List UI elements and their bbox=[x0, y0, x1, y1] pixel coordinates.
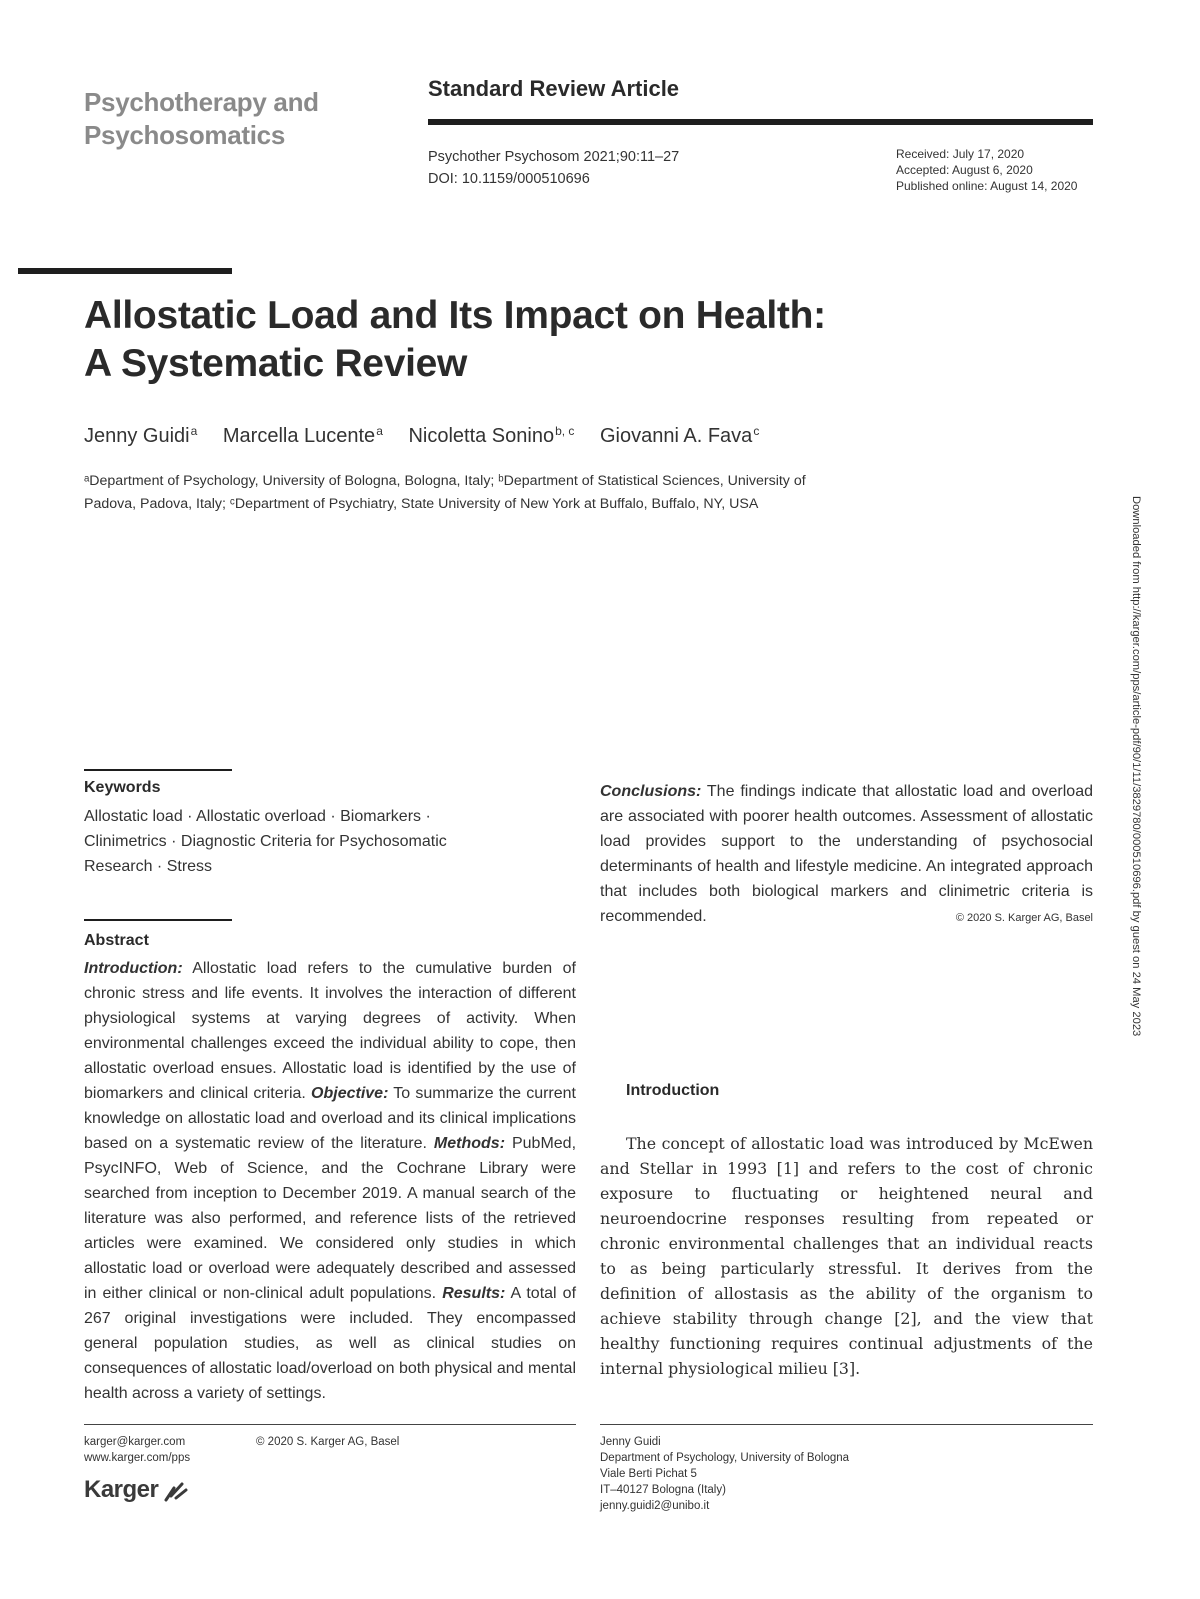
publication-dates bbox=[896, 146, 1077, 194]
abstract-methods-label: Methods: bbox=[433, 1135, 506, 1152]
accepted-date: Accepted: August 6, 2020 bbox=[896, 163, 1033, 177]
abstract-intro-text: Allostatic load refers to the cumulative burden of chronic stress and life events. It involves the interaction of different physiological systems at varying degrees of activity. When environmental challenges exceed the individual ability to cope, then allostatic overload ensues. Allostatic load is identified by the use of biomarkers and clinical criteria. bbox=[84, 960, 576, 1102]
abstract-methods-text: PubMed, PsycINFO, Web of Science, and the Cochrane Library were searched from inception to December 2019. A manual search of the literature was also performed, and reference lists of the retrieved articles were examined. We considered only studies in which allostatic load or overload were adequately described and assessed in either clinical or non-clinical adult populations. bbox=[84, 1135, 577, 1302]
abstract-results-label: Results: bbox=[442, 1285, 506, 1302]
keyword-line: Clinimetrics · Diagnostic Criteria for Psychosomatic bbox=[84, 833, 447, 850]
karger-logo bbox=[84, 1476, 194, 1516]
corr-email[interactable]: jenny.guidi2@unibo.it bbox=[600, 1500, 710, 1512]
publisher-contact bbox=[84, 1434, 190, 1466]
affiliations bbox=[84, 470, 944, 516]
abstract-results-text: A total of 267 original investigations were included. They encompassed general population studies, as well as clinical studies on consequences of allostatic load/overload on both physical and mental health across a variety of settings. bbox=[84, 1285, 577, 1402]
abstract-rule bbox=[84, 919, 232, 921]
abstract-conclusions-label: Conclusions: bbox=[600, 783, 702, 800]
download-watermark-text: Downloaded from http://karger.com/pps/article-pdf/90/1/11/3829780/000510696.pdf by guest on 24 May 2023 bbox=[1130, 496, 1142, 1037]
keyword-line: Allostatic load · Allostatic overload · Biomarkers · bbox=[84, 808, 431, 825]
title-rule bbox=[18, 268, 232, 274]
author: Marcella Lucente$^a$ bbox=[222, 424, 383, 447]
citation-line: Psychother Psychosom 2021;90:11–27 bbox=[428, 149, 680, 165]
abstract-copyright: © 2020 S. Karger AG, Basel bbox=[955, 912, 1093, 924]
publisher-email[interactable]: karger@karger.com bbox=[84, 1436, 186, 1448]
author: Nicoletta Sonino$^{b, c}$ bbox=[408, 424, 575, 447]
article-title bbox=[84, 292, 984, 388]
abstract-conclusions-text: The findings indicate that allostatic load and overload are associated with poorer health outcomes. Assessment of allostatic load provides support to the understanding of psychosocial determinants of health and lifestyle medicine. An integrated approach that includes both biological markers and clinimetric criteria is recommended. bbox=[600, 783, 1093, 925]
keywords-list bbox=[84, 804, 576, 879]
affiliation-line: Padova, Padova, Italy; ᶜDepartment of Psychiatry, State University of New York at Buffalo, Buffalo, NY, USA bbox=[84, 496, 759, 512]
article-type: Standard Review Article bbox=[428, 76, 680, 101]
corr-street: Viale Berti Pichat 5 bbox=[600, 1468, 697, 1480]
abstract-objective-text: To summarize the current knowledge on allostatic load and overload and its clinical implications based on a systematic review of the literature. bbox=[84, 1085, 576, 1152]
received-date: Received: July 17, 2020 bbox=[896, 147, 1025, 161]
published-date: Published online: August 14, 2020 bbox=[896, 179, 1078, 193]
introduction-body: The concept of allostatic load was introduced by McEwen and Stellar in 1993 [1] and refers to the cost of chronic exposure to fluctuating or heightened neural and neuroendocrine responses resulting from repeated or chronic environmental challenges that an individual reacts to as being particularly stressful. It derives from the definition of allostasis as the ability of the organism to achieve stability through change [2], and the view that healthy functioning requires continual adjustments of the internal physiological milieu [3]. bbox=[600, 1134, 1093, 1378]
abstract-heading: Abstract bbox=[84, 932, 149, 949]
journal-name bbox=[84, 86, 384, 152]
corr-city: IT–40127 Bologna (Italy) bbox=[600, 1484, 726, 1496]
citation bbox=[428, 146, 679, 190]
abstract-intro-label: Introduction: bbox=[84, 960, 183, 977]
doi-link[interactable]: DOI: 10.1159/000510696 bbox=[428, 171, 590, 187]
author: Jenny Guidi$^a$ bbox=[84, 424, 198, 447]
corr-department: Department of Psychology, University of Bologna bbox=[600, 1452, 850, 1464]
footer-rule-left bbox=[84, 1424, 576, 1425]
download-watermark bbox=[1128, 496, 1142, 1076]
abstract-body-right bbox=[600, 779, 1093, 931]
karger-logo-text: Karger bbox=[84, 1476, 159, 1503]
keywords-rule bbox=[84, 769, 232, 771]
karger-logo-mark bbox=[162, 1478, 188, 1504]
title-line: A Systematic Review bbox=[84, 342, 468, 385]
keywords-heading: Keywords bbox=[84, 779, 161, 796]
publisher-website[interactable]: www.karger.com/pps bbox=[84, 1452, 191, 1464]
keyword-line: Research · Stress bbox=[84, 858, 213, 875]
corr-name: Jenny Guidi bbox=[600, 1436, 661, 1448]
introduction-heading: Introduction bbox=[626, 1082, 720, 1099]
abstract-objective-label: Objective: bbox=[311, 1085, 389, 1102]
affiliation-line: ᵃDepartment of Psychology, University of Bologna, Bologna, Italy; ᵇDepartment of Statistical Sciences, University of bbox=[84, 473, 806, 489]
footer-copyright: © 2020 S. Karger AG, Basel bbox=[256, 1436, 400, 1448]
footer-rule-right bbox=[600, 1424, 1093, 1425]
abstract-body-left bbox=[84, 956, 576, 1406]
header-rule bbox=[428, 119, 1093, 125]
title-line: Allostatic Load and Its Impact on Health: bbox=[84, 294, 826, 337]
author-list bbox=[84, 424, 779, 448]
journal-name-text: Psychotherapy and Psychosomatics bbox=[84, 87, 319, 150]
author: Giovanni A. Fava$^c$ bbox=[600, 424, 760, 447]
corresponding-author bbox=[600, 1434, 849, 1514]
